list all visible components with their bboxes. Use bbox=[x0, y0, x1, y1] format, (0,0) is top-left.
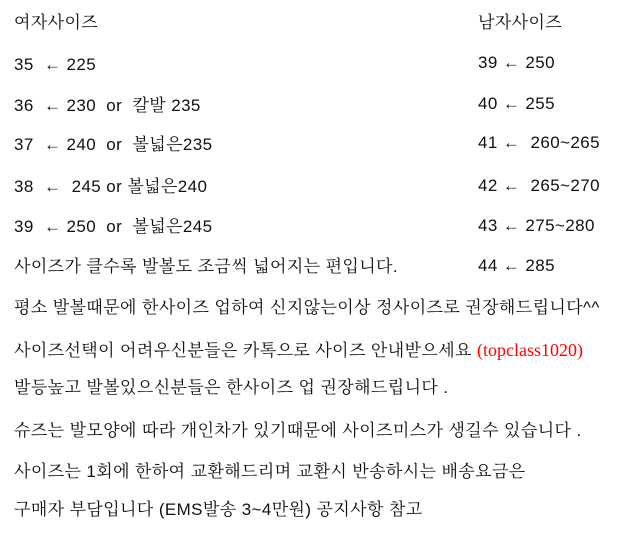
men-size-row-40: 40 ← 255 bbox=[478, 94, 555, 113]
note-width-grows: 사이즈가 클수록 발볼도 조금씩 넓어지는 편입니다. bbox=[14, 257, 398, 276]
women-sizes-title: 여자사이즈 bbox=[14, 13, 99, 32]
women-size-row-39: 39 ← 250 or 볼넓은245 bbox=[14, 217, 213, 236]
note-exchange-policy: 사이즈는 1회에 한하여 교환해드리며 교환시 반송하시는 배송요금은 bbox=[14, 462, 526, 481]
note-kakao-guide-text: 사이즈선택이 어려우신분들은 카톡으로 사이즈 안내받으세요 bbox=[14, 341, 477, 360]
note-true-to-size: 평소 발볼때문에 한사이즈 업하여 신지않는이상 정사이즈로 권장해드립니다^^ bbox=[14, 298, 600, 317]
women-size-row-37: 37 ← 240 or 볼넓은235 bbox=[14, 135, 213, 154]
men-size-row-44: 44 ← 285 bbox=[478, 256, 555, 275]
men-sizes-title: 남자사이즈 bbox=[478, 13, 563, 32]
women-size-row-38: 38 ← 245 or 볼넓은240 bbox=[14, 177, 208, 196]
women-size-row-36: 36 ← 230 or 칼발 235 bbox=[14, 96, 201, 115]
women-size-row-35: 35 ← 225 bbox=[14, 55, 97, 74]
note-size-miss: 슈즈는 발모양에 따라 개인차가 있기때문에 사이즈미스가 생길수 있습니다 . bbox=[14, 421, 582, 440]
kakao-id-text: (topclass1020) bbox=[477, 340, 583, 360]
men-size-row-39: 39 ← 250 bbox=[478, 53, 555, 72]
note-high-instep: 발등높고 발볼있으신분들은 한사이즈 업 권장해드립니다 . bbox=[14, 378, 449, 397]
note-kakao-guide bbox=[14, 339, 583, 362]
note-buyer-pays-shipping: 구매자 부담입니다 (EMS발송 3~4만원) 공지사항 참고 bbox=[14, 500, 423, 519]
men-size-row-41: 41 ← 260~265 bbox=[478, 133, 600, 152]
men-size-row-42: 42 ← 265~270 bbox=[478, 176, 600, 195]
men-size-row-43: 43 ← 275~280 bbox=[478, 216, 595, 235]
